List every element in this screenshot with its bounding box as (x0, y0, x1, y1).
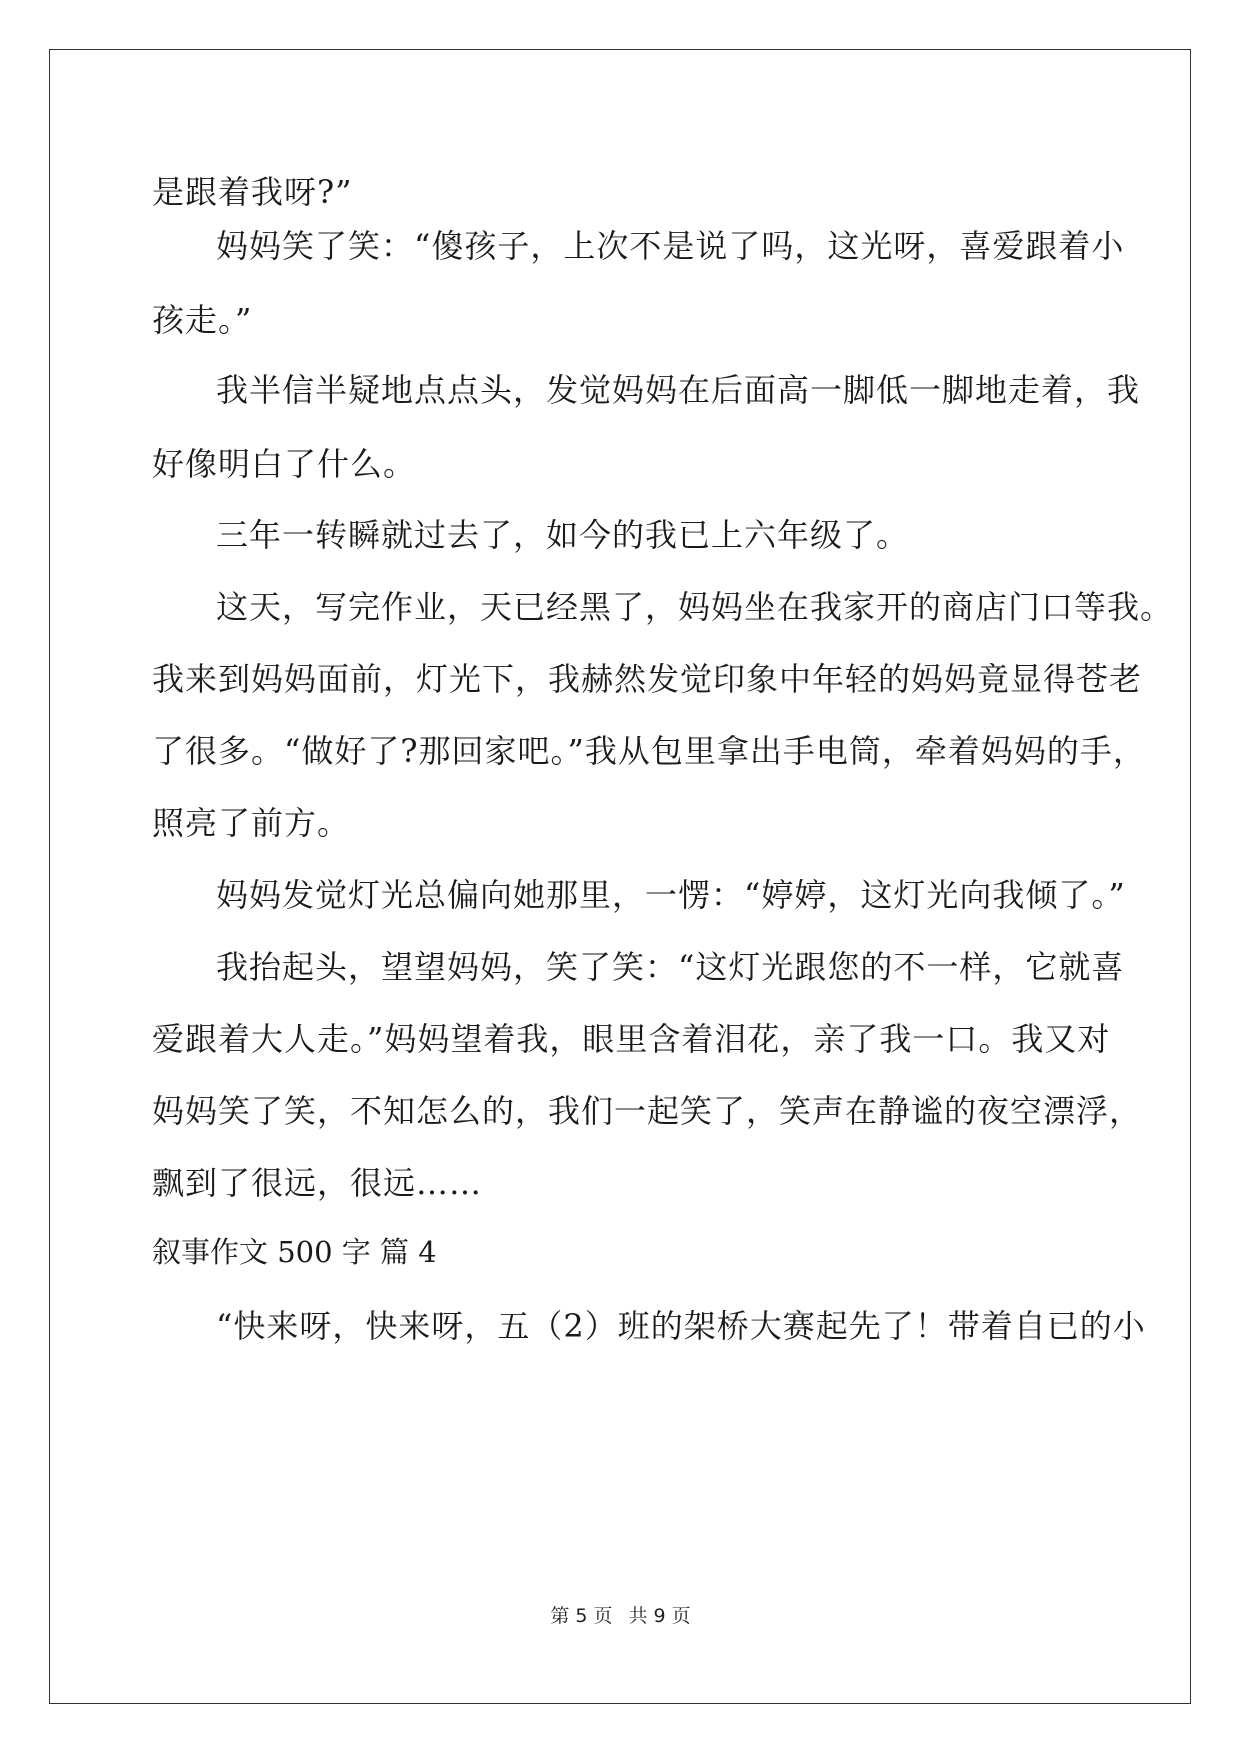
text-line: 我来到妈妈面前，灯光下，我赫然发觉印象中年轻的妈妈竟显得苍老 (152, 660, 1143, 698)
page-footer (0, 1604, 1241, 1628)
text-line: 好像明白了什么。 (152, 445, 417, 483)
section-heading: 叙事作文 500 字 篇 4 (152, 1235, 437, 1269)
text-line: 妈妈发觉灯光总偏向她那里，一愣：“婷婷，这灯光向我倾了。” (216, 876, 1126, 914)
text-line: 我抬起头，望望妈妈，笑了笑：“这灯光跟您的不一样，它就喜 (216, 948, 1125, 986)
text-line: 是跟着我呀?” (152, 173, 353, 211)
text-line: 妈妈笑了笑，不知怎么的，我们一起笑了，笑声在静谧的夜空漂浮， (152, 1092, 1143, 1130)
text-line: “快来呀，快来呀，五（2）班的架桥大赛起先了！带着自已的小 (216, 1307, 1146, 1345)
text-line: 爱跟着大人走。”妈妈望着我，眼里含着泪花，亲了我一口。我又对 (152, 1020, 1111, 1058)
text-line: 照亮了前方。 (152, 804, 351, 842)
text-line: 孩走。” (152, 301, 253, 339)
page-number: 第 5 页 (550, 1605, 613, 1627)
text-line: 了很多。“做好了?那回家吧。”我从包里拿出手电筒，牵着妈妈的手， (152, 732, 1146, 770)
text-line: 这天，写完作业，天已经黑了，妈妈坐在我家开的商店门口等我。 (216, 588, 1174, 626)
text-line: 飘到了很远，很远…… (152, 1164, 483, 1202)
text-line: 妈妈笑了笑：“傻孩子，上次不是说了吗，这光呀，喜爱跟着小 (216, 227, 1125, 265)
text-line: 三年一转瞬就过去了，如今的我已上六年级了。 (216, 516, 910, 554)
text-line: 我半信半疑地点点头，发觉妈妈在后面高一脚低一脚地走着，我 (216, 371, 1141, 409)
page-total: 共 9 页 (628, 1605, 691, 1627)
